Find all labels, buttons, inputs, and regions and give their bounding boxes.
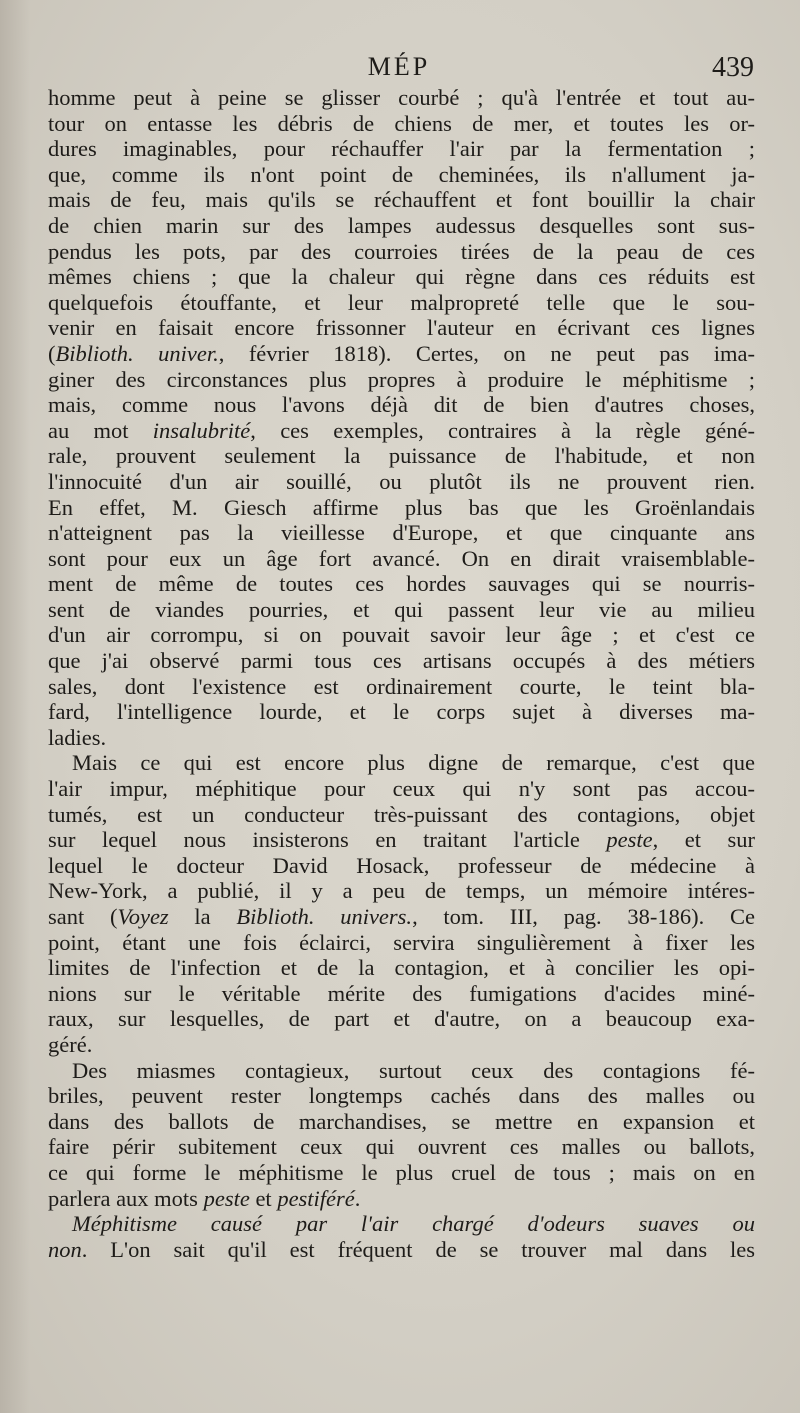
text-line	[48, 1109, 755, 1135]
italic-text: Voyez	[117, 904, 169, 929]
text-segment: mêmes chiens ; que la chaleur qui règne dans ces réduits est	[48, 264, 755, 290]
italic-text: Méphitisme causé par l'air chargé d'odeurs suaves ou	[72, 1211, 755, 1237]
text-line	[48, 495, 755, 521]
text-segment: géré.	[48, 1031, 93, 1057]
text-line	[48, 392, 755, 418]
text-segment: tumés, est un conducteur très-puissant des contagions, objet	[48, 801, 755, 827]
text-segment: tour on entasse les débris de chiens de mer, et toutes les or-	[48, 110, 755, 136]
text-line	[48, 367, 755, 393]
text-segment: d'un air corrompu, si on pouvait savoir leur âge ; et c'est ce	[48, 622, 755, 648]
text-line	[48, 648, 755, 674]
text-segment: mais de feu, mais qu'ils se réchauffent et font bouillir la chair	[48, 187, 755, 213]
text-line	[48, 187, 755, 213]
italic-text: peste	[606, 827, 653, 853]
text-segment: l'innocuité d'un air souillé, ou plutôt ils ne prouvent rien.	[48, 468, 755, 494]
text-line	[48, 315, 755, 341]
text-segment: rale, prouvent seulement la puissance de l'habitude, et non	[48, 443, 755, 469]
text-line	[48, 725, 755, 751]
text-segment: nions sur le véritable mérite des fumigations d'acides miné-	[48, 980, 755, 1006]
text-segment: que j'ai observé parmi tous ces artisans occupés à des métiers	[48, 648, 755, 674]
text-segment: , tom. III, pag. 38-186). Ce	[412, 904, 755, 929]
text-segment: New-York, a publié, il y a peu de temps, un mémoire intéres-	[48, 878, 755, 904]
text-segment: , et sur	[652, 827, 755, 853]
text-segment: , février 1818). Certes, on ne peut pas ima-	[218, 340, 755, 366]
text-line	[48, 1032, 755, 1058]
text-line	[48, 162, 755, 188]
text-segment: dans des ballots de marchandises, se mettre en expansion et	[48, 1108, 755, 1134]
text-line	[48, 904, 755, 930]
text-line	[48, 264, 755, 290]
text-segment: sent de viandes pourries, et qui passent leur vie au milieu	[48, 596, 755, 622]
page-header	[44, 52, 754, 88]
text-segment: raux, sur lesquelles, de part et d'autre, on a beaucoup exa-	[48, 1006, 755, 1032]
text-segment: venir en faisait encore frissonner l'auteur en écrivant ces lignes	[48, 315, 755, 341]
text-line	[48, 85, 755, 111]
text-line	[48, 1211, 755, 1237]
italic-text: non	[48, 1236, 82, 1262]
text-line	[48, 239, 755, 265]
text-segment: fard, l'intelligence lourde, et le corps sujet à diverses ma-	[48, 699, 755, 725]
text-segment: . L'on sait qu'il est fréquent de se trouver mal dans les	[81, 1236, 755, 1262]
text-segment: (	[48, 340, 56, 366]
text-segment: Des miasmes contagieux, surtout ceux des contagions fé-	[72, 1057, 755, 1083]
text-segment: sont pour eux un âge fort avancé. On en dirait vraisemblable-	[48, 545, 755, 571]
text-segment: n'atteignent pas la vieillesse d'Europe, et que cinquante ans	[48, 520, 755, 546]
italic-text: peste	[203, 1185, 250, 1211]
text-line	[48, 546, 755, 572]
text-segment: parlera aux mots	[48, 1185, 204, 1211]
text-line	[48, 776, 755, 802]
text-line	[48, 341, 755, 367]
page-number: 439	[712, 52, 754, 83]
text-segment: mais, comme nous l'avons déjà dit de bien d'autres choses,	[48, 392, 755, 418]
text-line	[48, 827, 755, 853]
text-line	[48, 469, 755, 495]
text-segment: ce qui forme le méphitisme le plus cruel de tous ; mais on en	[48, 1159, 755, 1185]
text-segment: Mais ce qui est encore plus digne de remarque, c'est que	[72, 750, 755, 776]
text-line	[48, 674, 755, 700]
italic-text: Biblioth. univers.	[236, 904, 413, 929]
text-line	[48, 520, 755, 546]
text-line	[48, 111, 755, 137]
italic-text: insalubrité	[152, 417, 251, 443]
body-text	[48, 85, 755, 1262]
text-line	[48, 930, 755, 956]
text-line	[48, 1160, 755, 1186]
text-segment: la	[168, 904, 237, 929]
text-segment: briles, peuvent rester longtemps cachés dans des malles ou	[48, 1083, 755, 1109]
running-head: MÉP	[367, 52, 431, 81]
text-segment: giner des circonstances plus propres à produire le méphitisme ;	[48, 366, 755, 392]
text-line	[48, 443, 755, 469]
text-line	[48, 136, 755, 162]
text-line	[48, 955, 755, 981]
text-segment: ladies.	[48, 724, 107, 750]
text-line	[48, 1083, 755, 1109]
text-line	[48, 213, 755, 239]
text-segment: En effet, M. Giesch affirme plus bas que les Groënlandais	[48, 494, 755, 520]
text-line	[48, 1237, 755, 1263]
text-line	[48, 1186, 755, 1212]
text-segment: homme peut à peine se glisser courbé ; qu'à l'entrée et tout au-	[48, 85, 755, 110]
text-line	[48, 699, 755, 725]
text-line	[48, 571, 755, 597]
text-segment: faire périr subitement ceux qui ouvrent ces malles ou ballots,	[48, 1134, 755, 1160]
page-gutter-shadow	[0, 0, 30, 1413]
text-line	[48, 418, 755, 444]
text-line	[48, 1058, 755, 1084]
text-segment: pendus les pots, par des courroies tirées de la peau de ces	[48, 238, 755, 264]
text-segment: sant (	[48, 904, 118, 929]
text-segment: , ces exemples, contraires à la règle géné-	[250, 417, 755, 443]
text-line	[48, 981, 755, 1007]
text-segment: quelquefois étouffante, et leur malpropreté telle que le sou-	[48, 289, 755, 315]
text-segment: que, comme ils n'ont point de cheminées, ils n'allument ja-	[48, 161, 755, 187]
text-line	[48, 853, 755, 879]
text-segment: limites de l'infection et de la contagion, et à concilier les opi-	[48, 955, 755, 981]
text-line	[48, 1134, 755, 1160]
italic-text: pestiféré	[277, 1185, 355, 1211]
text-line	[48, 750, 755, 776]
text-segment: l'air impur, méphitique pour ceux qui n'y sont pas accou-	[48, 776, 755, 802]
text-line	[48, 802, 755, 828]
italic-text: Biblioth. univer.	[55, 340, 219, 366]
text-line	[48, 622, 755, 648]
text-segment: .	[354, 1185, 361, 1211]
text-segment: de chien marin sur des lampes audessus desquelles sont sus-	[48, 212, 755, 238]
text-segment: au mot	[48, 417, 153, 443]
text-segment: sur lequel nous insisterons en traitant l'article	[48, 827, 607, 853]
text-segment: ment de même de toutes ces hordes sauvages qui se nourris-	[48, 571, 755, 597]
text-segment: et	[249, 1185, 278, 1211]
text-segment: sales, dont l'existence est ordinairement courte, le teint bla-	[48, 673, 755, 699]
text-segment: point, étant une fois éclairci, servira singulièrement à fixer les	[48, 929, 755, 955]
text-line	[48, 597, 755, 623]
text-line	[48, 1006, 755, 1032]
text-segment: lequel le docteur David Hosack, professeur de médecine à	[48, 852, 755, 878]
text-segment: dures imaginables, pour réchauffer l'air par la fermentation ;	[48, 136, 755, 162]
text-line	[48, 878, 755, 904]
text-line	[48, 290, 755, 316]
